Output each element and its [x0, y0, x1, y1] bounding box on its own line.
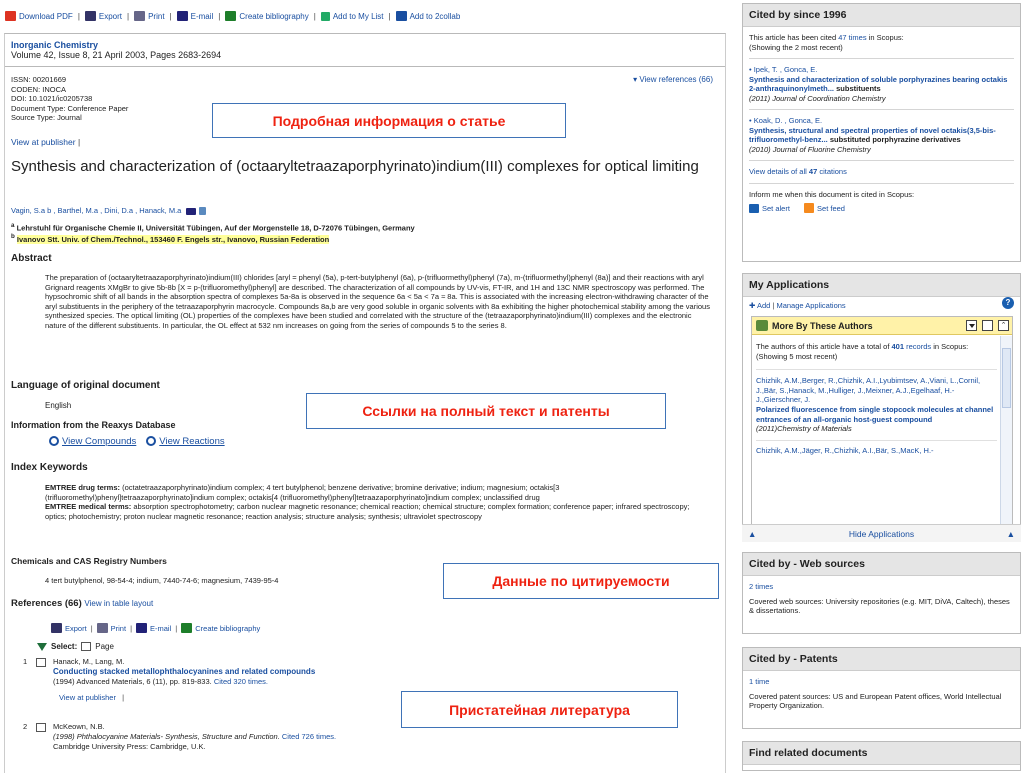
rss-feed-icon	[804, 203, 814, 213]
source-type: Source Type: Journal	[11, 113, 82, 122]
web-sources-header: Cited by - Web sources	[743, 553, 1020, 576]
document-type: Document Type: Conference Paper	[11, 103, 129, 113]
ref-bibliography-link[interactable]: Create bibliography	[181, 623, 260, 633]
callout-article-info: Подробная информация о статье	[212, 103, 566, 138]
journal-volume: Volume 42, Issue 8, 21 April 2003, Pages 2683-2694	[11, 50, 222, 60]
abstract-heading: Abstract	[11, 253, 52, 264]
journal-name[interactable]: Inorganic Chemistry	[11, 40, 99, 50]
action-toolbar: Download PDF | Export | Print | E-mail | Create bibliography | Add to My List | Add to 2collab	[0, 0, 736, 32]
double-chevron-up-icon: ⌃	[1000, 322, 1007, 329]
find-related-header: Find related documents	[743, 742, 1020, 765]
hide-applications-link[interactable]: ▲ Hide Applications ▲	[742, 524, 1021, 542]
set-feed-link[interactable]: Set feed	[804, 204, 845, 213]
select-page-checkbox[interactable]	[81, 642, 91, 651]
reference-publisher-link[interactable]: View at publisher |	[59, 693, 125, 702]
view-at-publisher-link[interactable]: View at publisher |	[11, 137, 81, 147]
reference-authors: Hanack, M., Lang, M.	[53, 657, 125, 666]
manage-applications-link[interactable]: Manage Applications	[776, 301, 846, 310]
affiliation-b: $^b$ Ivanovo Stt. Univ. of Chem./Technol., 153460 F. Engels str., Ivanovo, Russian Federation	[11, 233, 330, 244]
bibliography-icon	[225, 11, 236, 21]
create-bibliography-link[interactable]: Create bibliography	[225, 11, 308, 21]
my-applications-panel	[742, 273, 1021, 542]
reference-citation: (1994) Advanced Materials, 6 (11), pp. 819-833.	[53, 677, 212, 686]
reference-title-link[interactable]: Conducting stacked metallophthalocyanines and related compounds	[53, 667, 316, 676]
cited-count-link[interactable]: 47 times	[838, 33, 867, 42]
find-related-panel	[742, 741, 1021, 771]
triangle-down-icon: ▾	[633, 75, 640, 84]
view-table-layout-link[interactable]: View in table layout	[84, 599, 154, 608]
author-list-link[interactable]: Chizhik, A.M.,Jäger, R.,Chizhik, A.I.,Bär, S.,MacK, H.-	[756, 445, 934, 455]
callout-fulltext-links: Ссылки на полный текст и патенты	[306, 393, 666, 429]
envelope-icon[interactable]	[186, 208, 196, 215]
reference-item: 2 McKeown, N.B. (1998) Phthalocyanine Materials- Synthesis, Structure and Function. Cited 726 times. Cambridge University Press: Cambridge, U.K.	[23, 722, 713, 752]
download-pdf-link[interactable]: Download PDF	[5, 11, 73, 21]
add-app-link[interactable]: ✚ Add	[749, 301, 771, 310]
envelope-icon	[136, 623, 147, 633]
envelope-icon	[177, 11, 188, 21]
records-count-link[interactable]: 401	[891, 342, 905, 351]
article-title: Synthesis and characterization of (octaaryltetraazaporphyrinato)indium(III) complexes for optical limiting	[11, 158, 699, 175]
bibliography-icon	[181, 623, 192, 633]
doi: DOI: 10.1021/ic0205738	[11, 94, 93, 103]
my-applications-header: My Applications	[743, 274, 1020, 297]
reference-authors: McKeown, N.B.	[53, 722, 105, 731]
reference-citation: (1998) Phthalocyanine Materials- Synthesis, Structure and Function.	[53, 732, 280, 741]
web-sources-count-link[interactable]: 2 times	[749, 582, 774, 591]
add-to-list-link[interactable]: Add to My List	[321, 12, 384, 21]
view-references-link[interactable]: ▾ View references (66)	[633, 75, 713, 84]
tools-icon	[756, 320, 768, 331]
chemicals-value: 4 tert butylphenol, 98-54-4; indium, 7440-74-6; magnesium, 7439-95-4	[45, 576, 279, 585]
citing-article: • Ipek, T. , Gonca, E. Synthesis and characterization of soluble porphyrazines bearing octakis 2-anthraquinonylmeth... substituents (2011) Journal of Coordination Chemistry	[749, 65, 1008, 103]
references-toolbar: Export | Print | E-mail | Create bibliography	[51, 623, 260, 633]
scrollbar[interactable]	[1000, 336, 1012, 525]
reaxys-icon	[146, 436, 156, 446]
article-title-link[interactable]: Polarized fluorescence from single stopcock molecules at channel entrances of an all-organic host-guest compound	[756, 404, 994, 424]
print-link[interactable]: Print	[134, 11, 164, 21]
language-heading: Language of original document	[11, 380, 160, 391]
cited-by-panel	[742, 3, 1021, 262]
index-keywords-heading: Index Keywords	[11, 462, 88, 473]
affiliation-a: $^a$ Lehrstuhl für Organische Chemie II, Universität Tübingen, Auf der Morgenstelle 18, D-72076 Tübingen, Germany	[11, 222, 415, 233]
emtree-medical-terms: EMTREE medical terms: absorption spectrophotometry; carbon nuclear magnetic resonance; chemical reaction; chemical structure; complex formation; conference paper; infrared spectroscopy; optics; photochemistry; proton nuclear magnetic resonance; reaction analysis; structure analysis; synthesis; ultraviolet spectroscopy	[45, 502, 690, 521]
document-metadata	[11, 75, 128, 123]
export-link[interactable]: Export	[85, 11, 122, 21]
maximize-button[interactable]	[982, 320, 993, 331]
patents-count-link[interactable]: 1 time	[749, 677, 770, 686]
more-by-authors-widget	[751, 316, 1013, 526]
set-alert-link[interactable]: Set alert	[749, 204, 790, 213]
index-keywords	[45, 483, 713, 521]
citing-title-link[interactable]: Synthesis and characterization of soluble porphyrazines bearing octakis 2-anthraquinonylmeth...	[749, 74, 1008, 93]
my-applications-actions: ✚ Add | Manage Applications ?	[743, 297, 1020, 315]
view-reactions-link[interactable]: View Reactions	[146, 436, 224, 447]
language-value: English	[45, 401, 72, 410]
person-icon	[199, 207, 206, 215]
citing-article: • Koak, D. , Gonca, E. Synthesis, structural and spectral properties of novel octakis(3,5-bis- trifluoromethyl-benz... substituted porphyrazine derivatives (2010) Journal of Fluorine Chemistry	[749, 116, 996, 154]
authors[interactable]: Vagin, S.a b , Barthel, M.a , Dini, D.a , Hanack, M.a	[11, 206, 209, 215]
reaxys-heading: Information from the Reaxys Database	[11, 420, 176, 430]
alert-icon	[749, 204, 759, 213]
references-heading: References (66) View in table layout	[11, 598, 154, 609]
ref-print-link[interactable]: Print	[97, 623, 126, 633]
journal-info	[11, 40, 221, 60]
printer-icon	[97, 623, 108, 633]
patents-header: Cited by - Patents	[743, 648, 1020, 671]
help-icon[interactable]: ?	[1002, 297, 1014, 309]
cited-count-link[interactable]: Cited 726 times.	[281, 732, 337, 741]
callout-citation-data: Данные по цитируемости	[443, 563, 719, 599]
add-to-2collab-link[interactable]: Add to 2collab	[396, 11, 461, 21]
reference-extra: Cambridge University Press: Cambridge, U.K.	[53, 742, 206, 751]
email-link[interactable]: E-mail	[177, 11, 214, 21]
funnel-icon	[37, 643, 47, 651]
view-all-citations-link[interactable]: View details of all 47 citations	[749, 167, 847, 176]
plus-icon	[321, 12, 330, 21]
more-by-authors-header: More By These Authors	[752, 317, 1012, 335]
plus-icon: ✚	[749, 301, 757, 310]
more-by-authors-body: The authors of this article have a total of 401 records in Scopus: (Showing 5 most recent) Chizhik, A.M.,Berger, R.,Chizhik, A.I.,Lyubimtsev, A.,Viani, L.,Cornil, J.,Bär, S.,Hanack, M.,Hulliger, J.,Meixner, A.J.,Egelhaaf, H.-J.,Gierschner, J. Polarized fluorescence from single stopcock molecules at channel entrances of an all-organic host-guest compound (2011)Chemistry of Materials Chizhik, A.M.,Jäger, R.,Chizhik, A.I.,Bär, S.,MacK, H.-	[752, 336, 1001, 525]
ref-email-link[interactable]: E-mail	[136, 623, 171, 633]
reaxys-links	[49, 436, 225, 447]
ref-export-link[interactable]: Export	[51, 623, 87, 633]
inform-text: Inform me when this document is cited in Scopus: Set alert Set feed	[749, 189, 915, 213]
cited-by-intro: This article has been cited 47 times in Scopus: (Showing the 2 most recent)	[749, 33, 904, 52]
callout-references: Пристатейная литература	[401, 691, 678, 728]
printer-icon	[134, 11, 145, 21]
scroll-thumb[interactable]	[1002, 348, 1011, 408]
collapse-button[interactable]	[998, 320, 1009, 331]
cited-count-link[interactable]: Cited 320 times.	[213, 677, 269, 686]
triangle-down-icon	[969, 324, 975, 328]
reference-item: 1 Hanack, M., Lang, M. Conducting stacked metallophthalocyanines and related compounds (1994) Advanced Materials, 6 (11), pp. 819-833. Cited 320 times. View at publisher |	[23, 657, 713, 703]
citing-title-link[interactable]: Synthesis, structural and spectral properties of novel octakis(3,5-bis- trifluoromethyl-benz...	[749, 125, 996, 144]
export-icon	[85, 11, 96, 21]
right-sidebar	[738, 0, 1024, 768]
reference-checkbox[interactable]	[36, 723, 46, 732]
select-control: Select: Page	[37, 642, 114, 651]
triangle-up-icon: ▲	[1006, 529, 1015, 539]
patents-panel: Cited by - Patents 1 time Covered patent sources: US and European Patent offices, World Intellectual Property Organization.	[742, 647, 1021, 729]
view-compounds-link[interactable]: View Compounds	[49, 436, 136, 447]
export-icon	[51, 623, 62, 633]
author-list-link[interactable]: Chizhik, A.M.,Berger, R.,Chizhik, A.I.,Lyubimtsev, A.,Viani, L.,Cornil, J.,Bär, S.,Hanack, M.,Hulliger, J.,Meixner, A.J.,Egelhaaf, H.-J.,Gierschner, J.	[756, 376, 981, 405]
pdf-icon	[5, 11, 16, 21]
cited-by-header: Cited by since 1996	[743, 4, 1020, 27]
triangle-up-icon: ▲	[748, 529, 757, 539]
dropdown-button[interactable]	[966, 320, 977, 331]
chat-bubble-icon	[396, 11, 407, 21]
issn: ISSN: 00201669	[11, 75, 67, 84]
reference-checkbox[interactable]	[36, 658, 46, 667]
divider	[5, 66, 725, 67]
coden: CODEN: INOCA	[11, 84, 67, 94]
web-sources-panel: Cited by - Web sources 2 times Covered web sources: University repositories (e.g. MIT, DiVA, Caltech), theses & dissertations.	[742, 552, 1021, 634]
abstract-text: The preparation of (octaaryltetraazaporphyrinato)indium(III) chlorides [aryl = phenyl (5a), p-tert-butylphenyl (6a), p-(trifluormethyl)phenyl (7a), m-(trifluormethyl)phenyl (8a)] and their reactions with aryl Grignard reagents XMgBr to give 5b-8b [X = p-(trifluoromethyl)phenyl] are described. The characterization of all compounds by UV-vis, FT-IR, and 1H and 13C NMR spectroscopy was performed. The hypsochromic shift of all bands in the absorption spectra of complexes 5a-8a is observed in the sequence 6a < 5a < 7a ≈ 8a. This is associated with the increasing electron-withdrawing character of the aryl substituents in the periphery of the tetraazaporphyrin macrocycle. Compounds 8a,b are very good soluble in organic solvents with 8a exhibiting the higher photochemical stability among the various synthesized species. The optical limiting (OL) properties of the complexes have been studied and correlated with the structure of the (tetraazaporphyrinato)indium(III) complexes and the electronic nature of the different substituents. In particular, the OL effect at 532 nm increases on going from the series of compounds 5 to the series 8.	[45, 273, 710, 330]
reaxys-icon	[49, 436, 59, 446]
chemicals-heading: Chemicals and CAS Registry Numbers	[11, 556, 167, 566]
emtree-drug-terms: EMTREE drug terms: (octatetraazaporphyrinato)indium complex; 4 tert butylphenol; benzene derivative; bromine derivative; indium; magnesium; octakis[3 (trifluoromethyl)phenyl]tetraazaporphyrinato]indium complex; octakis[4 (trifluoromethyl)phenyl]tetraazaporphyrinato]indium complex; unclassified drug	[45, 483, 560, 502]
